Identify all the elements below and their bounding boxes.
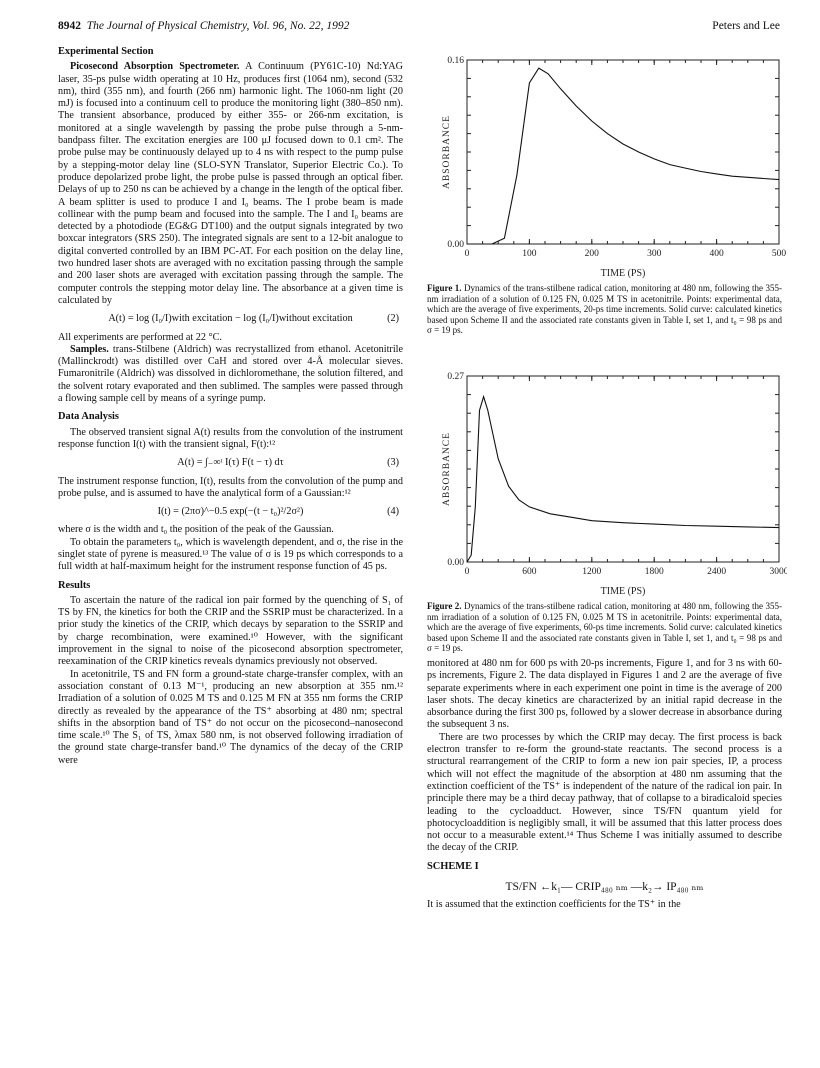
temperature-text: All experiments are performed at 22 °C. [58, 331, 222, 343]
experimental-heading: Experimental Section [58, 46, 154, 57]
right-column [427, 658, 782, 912]
figure-1-caption-text: Dynamics of the trans-stilbene radical cation, monitoring at 480 nm, following the 355-nm irradiation of a solution of 0.125 FN, 0.025 M TS in acetonitrile. Points: experimental data, which are the average of five experiments, 20-ps time increments. Solid curve: calculated kinetics based upon Scheme II and the associated rate constants given in Table I, set 1, and t₀ = 98 ps and σ = 19 ps. [427, 283, 782, 336]
running-header [58, 20, 349, 32]
samples-paragraph [58, 344, 403, 405]
figure-2-caption [427, 601, 782, 654]
y-tick-label: 0.00 [447, 240, 464, 250]
equation-3-number: (3) [387, 457, 399, 469]
equation-3-body: A(t) = ∫₋∞ᵗ I(τ) F(t − τ) dτ [177, 457, 284, 469]
spectrometer-text: A Continuum (PY61C-10) Nd:YAG laser, 35-ps pulse width operating at 10 Hz, produces first (1064 nm), second (532 nm), third (355 nm), and fourth (266 nm) harmonic light. The 1060-nm light (20 mJ) is focused into a continuum cell to produce the monitoring light (380–850 nm). The transient absorbance, produced by either 355- or 266-nm excitation, is monitored at a single wavelength by passing the probe pulse through a 5-nm-bandpass filter. The excitation energies are 100 μJ focused down to 0.1 cm². The probe pulse may be continuously delayed up to 4 ns with respect to the pump pulse by a stepping-motor delay line (SLO-SYN Translator, Superior Electric Co.). To produce depolarized probe light, the probe pulse is passed through an optical fiber. Delays of up to 250 ns can be achieved by a change in the length of the optical fiber. A beam splitter is used to produce I and I₀ beams. The I probe beam is made collinear with the pump beam and focused into the sample. The I and I₀ beams are detected by a photodiode (EG&G DT100) and the output signals integrated by two boxcar integrators (SRS 250). The integrated signals are sent to a 12-bit analogue to digital converted controlled by an IBM PC-AT. For each position on the delay line, two hundred laser shots are averaged with no excitation passing through the sample and 200 laser shots are averaged with excitation passing through the sample. The computer controls the stepping motor delay line. The absorbance at a given time is calculated by [58, 61, 403, 306]
x-tick-label: 400 [709, 249, 724, 259]
y-axis-label: ABSORBANCE [442, 115, 452, 189]
results-p4: There are two processes by which the CRIP may decay. The first process is back electron transfer to re-form the ground-state reactants. The second process is a structural rearrangement of the CRIP to form a new ion pair species, IP, a process which will not effect the magnitude of the absorption at 480 nm assuming that the extinction coefficient of the TS⁺ is independent of the nature of the radical ion pair. In principle there may be a third decay pathway, that of collapse to a biradicaloid species leading to the cycloadduct. However, since TS/FN quantum yield for photocycloaddition is negligibly small, it will be assumed that this latter process does not occur to a measurable extent.¹⁴ Thus Scheme I was initially assumed to describe the decay of the CRIP. [427, 731, 782, 854]
data-analysis-heading: Data Analysis [58, 411, 119, 423]
scheme-equation: TS/FN ←k₁— CRIP₄₈₀ ₙₘ —k₂→ IP₄₈₀ ₙₘ [505, 881, 704, 894]
left-column [58, 40, 403, 767]
x-tick-label: 1200 [582, 567, 602, 577]
authors-header: Peters and Lee [712, 20, 780, 32]
data-curve [467, 68, 779, 244]
x-tick-label: 1800 [644, 567, 664, 577]
figure-1-caption [427, 283, 782, 336]
equation-4-body: I(t) = (2πσ)^−0.5 exp(−(t − t₀)²/2σ²) [157, 506, 304, 518]
equation-2-number: (2) [387, 313, 399, 325]
results-heading: Results [58, 579, 91, 591]
figure-2-label: Figure 2. [427, 601, 462, 611]
figure-1 [427, 52, 787, 287]
equation-2-body: A(t) = log (I₀/I)with excitation − log (I₀/I)without excitation [108, 313, 353, 325]
x-tick-label: 3000 [769, 567, 787, 577]
x-axis-label: TIME (PS) [600, 268, 646, 279]
page-number: 8942 [58, 20, 81, 32]
x-tick-label: 100 [522, 249, 537, 259]
x-axis-label: TIME (PS) [600, 586, 646, 597]
y-axis-label: ABSORBANCE [442, 432, 452, 506]
figure-1-label: Figure 1. [427, 283, 462, 293]
equation-4-number: (4) [387, 506, 399, 518]
samples-text: trans-Stilbene (Aldrich) was recrystallized from ethanol. Acetonitrile (Mallinckrodt) was distilled over CaH and stored over 4-Å molecular sieves. Fumaronitrile (Aldrich) was dissolved in dichloromethane, the solution filtered, and the solvent rotary evaporated and then sublimed. The samples were passed through a flowing sample cell by means of a syringe pump. [58, 343, 403, 405]
journal-citation: The Journal of Physical Chemistry, Vol. 96, No. 22, 1992 [86, 20, 350, 32]
figure-2 [427, 368, 787, 605]
x-tick-label: 2400 [707, 567, 727, 577]
x-tick-label: 600 [522, 567, 537, 577]
equation-3 [58, 457, 403, 469]
data-analysis-p2: The instrument response function, I(t), results from the convolution of the pump and probe pulse, and is assumed to have the analytical form of a Gaussian:¹² [58, 475, 403, 499]
x-tick-label: 500 [771, 249, 787, 259]
figure-2-chart [427, 368, 787, 600]
data-curve [467, 397, 779, 562]
results-p1: To ascertain the nature of the radical ion pair formed by the quenching of S₁ of TS by FN, the kinetics for both the CRIP and the SSRIP must be characterized. In a prior study the kinetics of the CRIP, which decays by separation to the SSRIP and by charge recombination, were examined.¹⁰ However, with the significant improvement in the signal to noise of the picosecond absorption spectrometer, reexamination of the CRIP kinetics reveals dynamics previously not observed. [58, 594, 403, 668]
y-tick-label: 0.16 [447, 56, 464, 66]
x-tick-label: 200 [584, 249, 599, 259]
figure-2-caption-text: Dynamics of the trans-stilbene radical cation, monitoring at 480 nm, following the 355-nm irradiation of a solution of 0.125 FN, 0.025 M TS in acetonitrile. Points: experimental data, which are the average of five experiments, 60-ps time increments. Solid curve: calculated kinetics based upon Scheme II and the associated rate constants given in Table I, set 1, and t₀ = 98 ps and σ = 19 ps. [427, 601, 782, 654]
data-analysis-p1: The observed transient signal A(t) results from the convolution of the instrument response function I(t) with the transient signal, F(t):¹² [58, 426, 403, 450]
x-tick-label: 0 [464, 249, 470, 259]
data-analysis-p3: where σ is the width and t₀ the position of the peak of the Gaussian. [58, 524, 334, 536]
y-tick-label: 0.27 [447, 372, 464, 382]
x-tick-label: 0 [464, 567, 470, 577]
spectrometer-paragraph [58, 61, 403, 307]
data-analysis-p4: To obtain the parameters t₀, which is wavelength dependent, and σ, the rise in the singlet state of pyrene is measured.¹³ The value of σ is 19 ps which corresponds to a full width at half-maximum height for the instrument response function of 45 ps. [58, 536, 403, 573]
figure-1-chart [427, 52, 787, 282]
scheme-heading: SCHEME I [427, 860, 479, 872]
equation-4 [58, 506, 403, 518]
equation-2 [58, 313, 403, 325]
plot-frame [467, 60, 779, 244]
spectrometer-title: Picosecond Absorption Spectrometer. [70, 61, 240, 73]
results-p2: In acetonitrile, TS and FN form a ground-state charge-transfer complex, with an association constant of 0.13 M⁻¹, producing an new absorption at 355 nm.¹² Irradiation of a solution of 0.025 M TS and 0.125 M FN at 355 nm forms the CRIP directly as revealed by the appearance of the TS⁺ absorbing at 480 nm; spectral shifts in the absorption band of TS⁺ do not occur on the picosecond–nanosecond time scale.¹⁰ The S₁ of TS, λmax 580 nm, is not observed following irradiation of the ground state charge-transfer band.¹⁰ The dynamics of the decay of the CRIP were [58, 668, 403, 766]
results-p3: monitored at 480 nm for 600 ps with 20-ps increments, Figure 1, and for 3 ns with 60-ps increments, Figure 2. The data displayed in Figures 1 and 2 are the average of five separate experiments where in each experiment one point in time is the average of 200 laser shots. The decay kinetics are characterized by an initial rapid decrease in the absorbance during the first 300 ps, followed by a slower decrease in absorbance during the subsequent 3 ns. [427, 658, 782, 731]
plot-frame [467, 376, 779, 562]
x-tick-label: 300 [647, 249, 662, 259]
y-tick-label: 0.00 [447, 558, 464, 568]
samples-title: Samples. [70, 343, 109, 355]
results-p5: It is assumed that the extinction coefficients for the TS⁺ in the [427, 899, 681, 911]
